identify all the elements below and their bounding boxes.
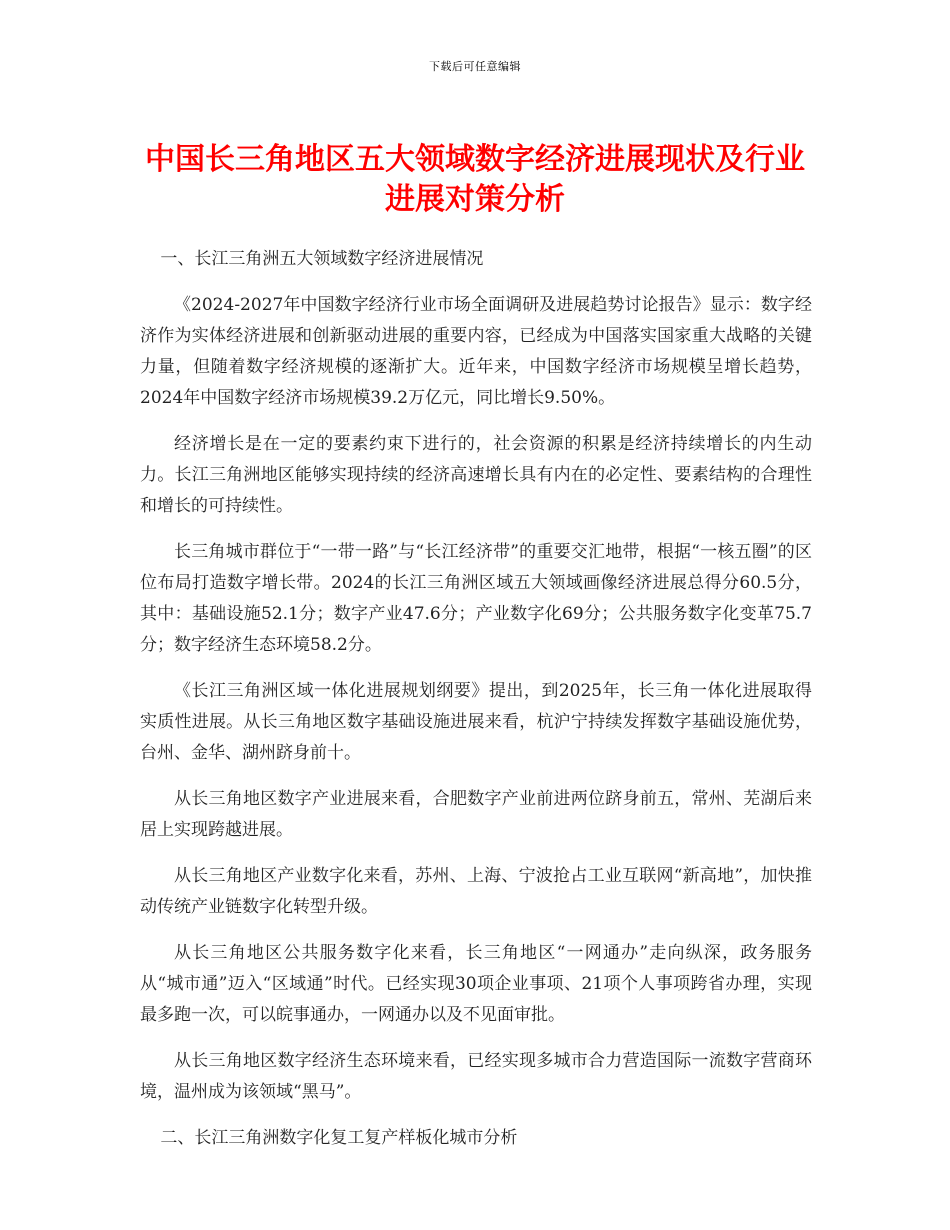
section-heading: 二、长江三角洲数字化复工复产样板化城市分析 (160, 1128, 518, 1148)
paragraph: 从长三角地区数字经济生态环境来看，已经实现多城市合力营造国际一流数字营商环境，温州成为该领域“黑马”。 (140, 1051, 812, 1102)
paragraph: 从长三角地区公共服务数字化来看，长三角地区“一网通办”走向纵深，政务服务从“城市通”迈入“区域通”时代。已经实现30项企业事项、21项个人事项跨省办理，实现最多跑一次，可以皖事通办，一网通办以及不见面审批。 (140, 943, 812, 1025)
paragraph: 《长江三角洲区域一体化进展规划纲要》提出，到2025年，长三角一体化进展取得实质性进展。从长三角地区数字基础设施进展来看，杭沪宁持续发挥数字基础设施优势，台州、金华、湖州跻身前十。 (140, 681, 812, 763)
document-body (140, 244, 812, 1169)
paragraph: 《2024-2027年中国数字经济行业市场全面调研及进展趋势讨论报告》显示：数字经济作为实体经济进展和创新驱动进展的重要内容，已经成为中国落实国家重大战略的关键力量，但随着数字经济规模的逐渐扩大。近年来，中国数字经济市场规模呈增长趋势，2024年中国数字经济市场规模39.2万亿元，同比增长9.50%。 (140, 295, 812, 408)
paragraph: 经济增长是在一定的要素约束下进行的，社会资源的积累是经济持续增长的内生动力。长江三角洲地区能够实现持续的经济高速增长具有内在的必定性、要素结构的合理性和增长的可持续性。 (140, 434, 812, 516)
section-heading: 一、长江三角洲五大领域数字经济进展情况 (160, 249, 484, 269)
paragraph: 从长三角地区产业数字化来看，苏州、上海、宁波抢占工业互联网“新高地”，加快推动传统产业链数字化转型升级。 (140, 866, 812, 917)
paragraph: 从长三角地区数字产业进展来看，合肥数字产业前进两位跻身前五，常州、芜湖后来居上实现跨越进展。 (140, 789, 812, 840)
document-title: 中国长三角地区五大领域数字经济进展现状及行业进展对策分析 (145, 142, 805, 217)
header-note: 下载后可任意编辑 (429, 60, 521, 73)
paragraph: 长三角城市群位于“一带一路”与“长江经济带”的重要交汇地带，根据“一核五圈”的区位布局打造数字增长带。2024的长江三角洲区域五大领域画像经济进展总得分60.5分，其中：基础设施52.1分；数字产业47.6分；产业数字化69分；公共服务数字化变革75.7分；数字经济生态环境58.2分。 (140, 542, 812, 655)
